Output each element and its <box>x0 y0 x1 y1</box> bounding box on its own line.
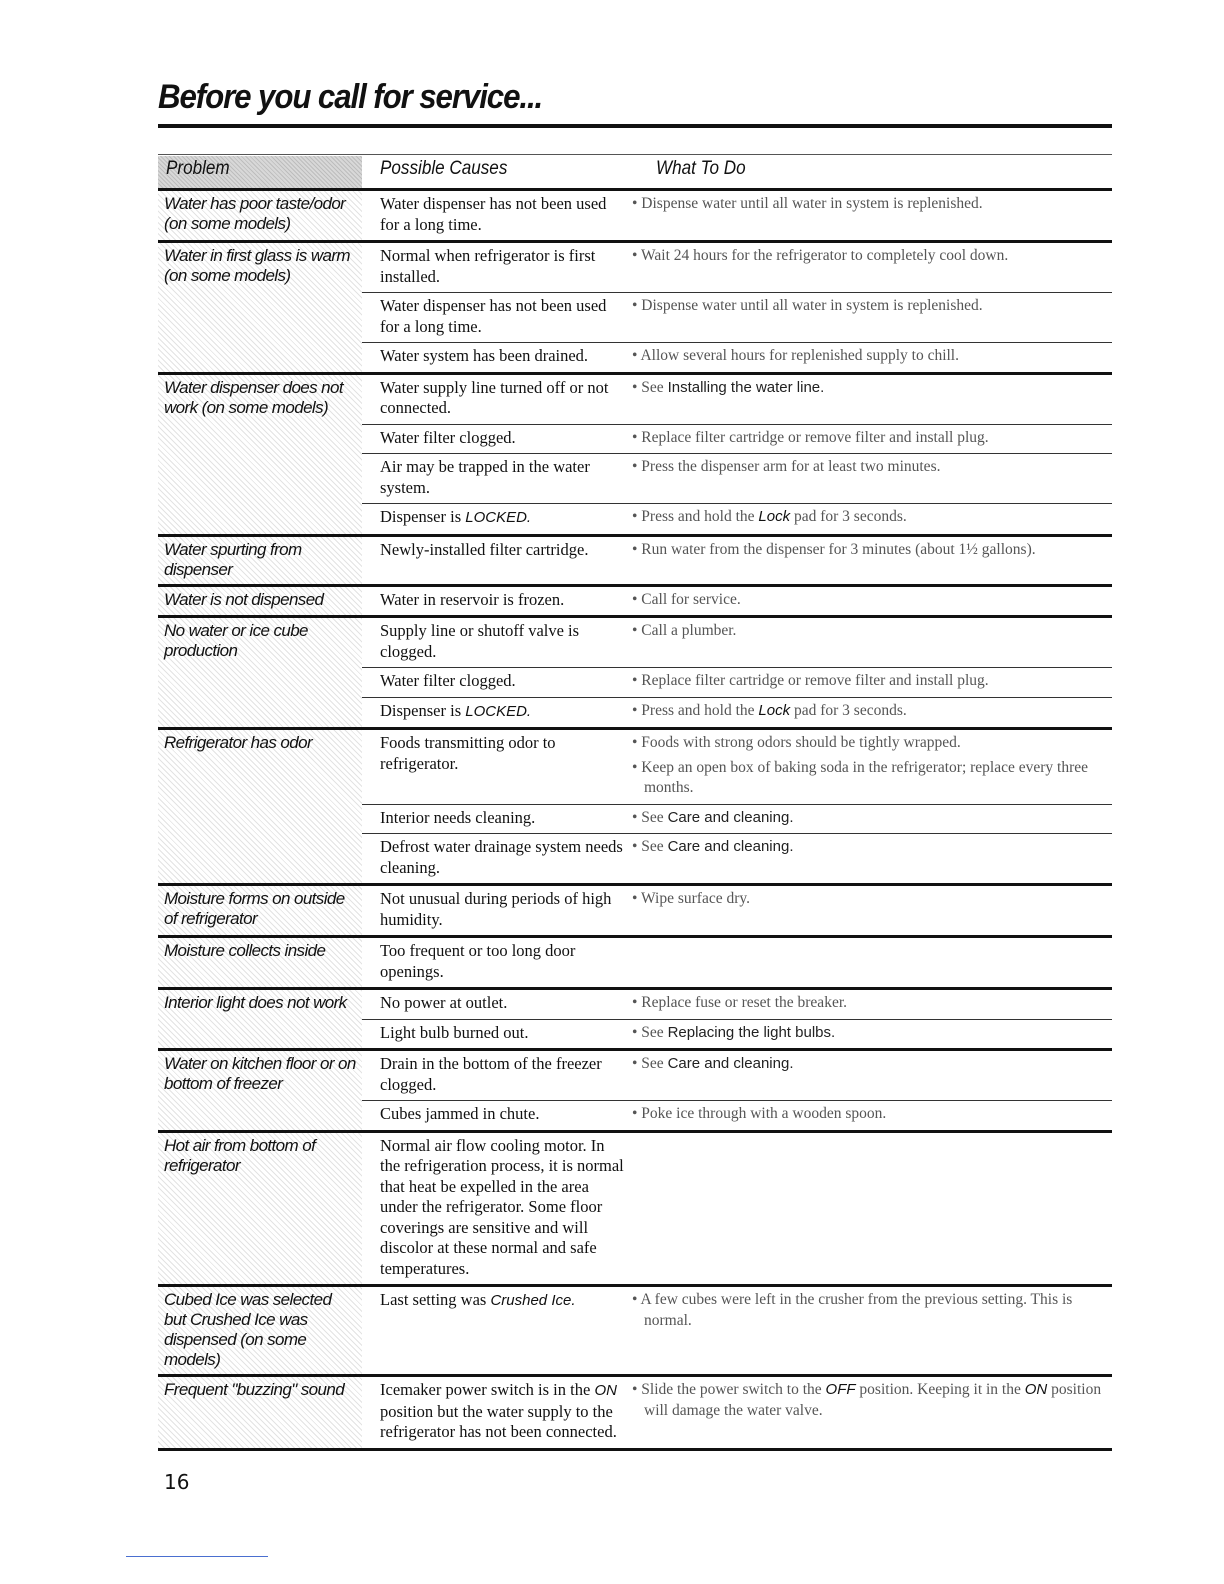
table-row <box>362 1133 1112 1285</box>
table-row <box>362 425 1112 455</box>
table-row <box>362 668 1112 698</box>
problem-cell: Hot air from bottom of refrigerator <box>158 1133 362 1285</box>
possible-cause-cell: Cubes jammed in chute. <box>380 1104 540 1123</box>
table-row <box>362 1051 1112 1101</box>
action-item <box>632 837 1106 858</box>
action-text: • See <box>632 1055 668 1072</box>
table-row <box>362 587 1112 616</box>
possible-cause-cell <box>362 1377 632 1448</box>
problem-group <box>158 1287 1112 1377</box>
action-item: • Run water from the dispenser for 3 minutes (about 1½ gallons). <box>632 540 1036 558</box>
what-to-do-cell <box>632 293 1112 342</box>
cause-rows <box>362 886 1112 935</box>
possible-cause-cell: Water filter clogged. <box>380 427 516 447</box>
possible-cause-cell: Too frequent or too long door openings. <box>380 941 576 981</box>
table-row <box>362 698 1112 728</box>
action-item: • Replace fuse or reset the breaker. <box>632 994 848 1011</box>
what-to-do-cell <box>632 587 1112 616</box>
action-text: • Press and hold the <box>632 701 759 719</box>
problem-group <box>158 375 1112 537</box>
table-row <box>362 990 1112 1020</box>
what-to-do-cell <box>632 1133 1112 1285</box>
action-item: • Replace filter cartridge or remove filter and install plug. <box>632 672 989 689</box>
what-to-do-cell <box>632 243 1112 292</box>
problem-cell: Water has poor taste/odor (on some models) <box>158 191 362 240</box>
what-to-do-cell <box>632 454 1112 503</box>
possible-cause-cell: No power at outlet. <box>380 993 508 1012</box>
problem-cell: Water on kitchen floor or on bottom of freezer <box>158 1051 362 1130</box>
table-row <box>362 375 1112 425</box>
problem-group <box>158 1133 1112 1288</box>
section-reference: Care and cleaning. <box>667 1055 794 1072</box>
problem-cell: Water dispenser does not work (on some models) <box>158 375 362 534</box>
cause-rows <box>362 730 1112 883</box>
table-row <box>362 886 1112 935</box>
action-item: • Dispense water until all water in system is replenished. <box>632 297 983 314</box>
possible-cause-cell: Not unusual during periods of high humidity. <box>380 889 612 929</box>
action-item: • Allow several hours for replenished supply to chill. <box>632 347 959 364</box>
problem-cell: Water in first glass is warm (on some models) <box>158 243 362 372</box>
troubleshooting-table <box>158 188 1112 1451</box>
what-to-do-cell <box>632 886 1112 935</box>
cause-emphasis: Crushed Ice. <box>490 1292 576 1309</box>
table-row <box>362 343 1112 372</box>
problem-cell: Cubed Ice was selected but Crushed Ice was dispensed (on some models) <box>158 1287 362 1374</box>
action-item <box>632 378 1106 399</box>
cause-rows <box>362 618 1112 727</box>
possible-cause-cell: Newly-installed filter cartridge. <box>380 539 589 559</box>
action-emphasis: OFF <box>825 1381 856 1398</box>
table-row <box>362 618 1112 668</box>
problem-cell: Moisture forms on outside of refrigerator <box>158 886 362 935</box>
table-row <box>362 938 1112 987</box>
possible-cause-cell: Supply line or shutoff valve is clogged. <box>380 621 580 661</box>
table-row <box>362 243 1112 293</box>
problem-cell: Moisture collects inside <box>158 938 362 987</box>
problem-group <box>158 537 1112 587</box>
action-text: • See <box>632 808 668 826</box>
problem-group <box>158 1051 1112 1133</box>
action-item: • Wipe surface dry. <box>632 890 750 907</box>
table-row <box>362 1287 1112 1336</box>
footer-line <box>126 1556 268 1557</box>
possible-cause-cell: Drain in the bottom of the freezer clogged. <box>380 1054 602 1094</box>
what-to-do-cell <box>632 537 1112 566</box>
problem-group <box>158 191 1112 243</box>
what-to-do-cell <box>632 698 1112 728</box>
section-reference: Replacing the light bulbs. <box>667 1023 836 1041</box>
problem-cell: Interior light does not work <box>158 990 362 1048</box>
problem-group <box>158 730 1112 886</box>
action-emphasis: ON <box>1024 1381 1048 1398</box>
action-text: • See <box>632 378 668 396</box>
action-item: • Press the dispenser arm for at least two minutes. <box>632 458 941 475</box>
problem-column-header: Problem <box>166 158 230 179</box>
possible-cause-cell: Defrost water drainage system needs cleaning. <box>380 837 623 877</box>
cause-rows <box>362 1287 1112 1374</box>
action-item: • Foods with strong odors should be tightly wrapped. <box>632 734 961 751</box>
table-row <box>362 1101 1112 1130</box>
possible-cause-cell: Water system has been drained. <box>380 346 589 365</box>
what-to-do-cell <box>632 990 1112 1019</box>
what-to-do-cell <box>632 730 1112 804</box>
what-to-do-cell <box>632 375 1112 424</box>
action-text: position. Keeping it in the <box>855 1381 1025 1398</box>
problem-group <box>158 990 1112 1051</box>
table-row <box>362 1377 1112 1448</box>
cause-text: position but the water supply to the refrigerator has not been connected. <box>380 1401 617 1441</box>
section-reference: Care and cleaning. <box>667 808 794 826</box>
action-item: • Call a plumber. <box>632 622 737 639</box>
table-row <box>362 293 1112 343</box>
cause-emphasis: LOCKED. <box>465 702 532 720</box>
possible-cause-cell: Water in reservoir is frozen. <box>380 589 565 609</box>
table-row <box>362 504 1112 534</box>
table-row <box>362 537 1112 566</box>
table-row <box>362 454 1112 504</box>
action-item <box>632 1023 1106 1044</box>
what-to-do-cell <box>632 618 1112 667</box>
action-item <box>632 507 1106 528</box>
problem-cell: Water is not dispensed <box>158 587 362 616</box>
action-item <box>632 1054 1106 1075</box>
action-text: pad for 3 seconds. <box>790 508 907 525</box>
problem-group <box>158 618 1112 730</box>
action-text: • Press and hold the <box>632 508 759 525</box>
what-to-do-column-header: What To Do <box>656 158 746 179</box>
what-to-do-cell <box>632 1020 1112 1049</box>
table-row <box>362 191 1112 240</box>
what-to-do-cell <box>632 1377 1112 1448</box>
cause-rows <box>362 587 1112 616</box>
cause-rows <box>362 990 1112 1048</box>
action-item <box>632 808 1106 829</box>
action-emphasis: Lock <box>758 701 791 719</box>
what-to-do-cell <box>632 805 1112 834</box>
action-item: • Keep an open box of baking soda in the refrigerator; replace every three months. <box>632 758 1089 796</box>
action-text: position will damage the water valve. <box>644 1381 1102 1419</box>
possible-causes-column-header: Possible Causes <box>380 158 508 179</box>
problem-group <box>158 886 1112 938</box>
action-item: • Dispense water until all water in system is replenished. <box>632 195 983 212</box>
problem-group <box>158 938 1112 990</box>
header-rule <box>158 154 1112 155</box>
section-reference: Installing the water line. <box>667 378 825 396</box>
possible-cause-cell <box>362 504 632 534</box>
problem-cell: Frequent "buzzing" sound <box>158 1377 362 1448</box>
cause-text: Dispenser is <box>380 700 466 720</box>
problem-cell: Water spurting from dispenser <box>158 537 362 584</box>
page-title: Before you call for service... <box>158 78 543 116</box>
possible-cause-cell: Normal air flow cooling motor. In the refrigeration process, it is normal that heat be expelled in the area under the refrigerator. Some floor coverings are sensitive and will discolor at these normal and safe temperatures. <box>380 1135 624 1278</box>
what-to-do-cell <box>632 425 1112 454</box>
possible-cause-cell: Water filter clogged. <box>380 671 516 690</box>
action-emphasis: Lock <box>758 508 791 525</box>
possible-cause-cell: Normal when refrigerator is first installed. <box>380 246 596 286</box>
what-to-do-cell <box>632 343 1112 372</box>
action-text: • See <box>632 838 668 855</box>
action-item: • Wait 24 hours for the refrigerator to completely cool down. <box>632 247 1009 264</box>
what-to-do-cell <box>632 191 1112 240</box>
problem-cell: Refrigerator has odor <box>158 730 362 883</box>
table-row <box>362 834 1112 883</box>
what-to-do-cell <box>632 1051 1112 1100</box>
possible-cause-cell: Interior needs cleaning. <box>380 807 536 827</box>
title-rule <box>158 124 1112 128</box>
action-item <box>632 701 1106 722</box>
problem-group <box>158 243 1112 375</box>
what-to-do-cell <box>632 1101 1112 1130</box>
cause-rows <box>362 1377 1112 1448</box>
cause-text: Icemaker power switch is in the <box>380 1380 595 1399</box>
cause-text: Last setting was <box>380 1290 491 1309</box>
what-to-do-cell <box>632 938 1112 987</box>
table-row <box>362 1020 1112 1049</box>
cause-rows <box>362 1133 1112 1285</box>
possible-cause-cell <box>362 1287 632 1336</box>
what-to-do-cell <box>632 668 1112 697</box>
problem-group <box>158 1377 1112 1451</box>
action-item: • Replace filter cartridge or remove filter and install plug. <box>632 428 989 446</box>
action-text: pad for 3 seconds. <box>790 701 907 719</box>
what-to-do-cell <box>632 504 1112 534</box>
cause-rows <box>362 537 1112 584</box>
problem-cell: No water or ice cube production <box>158 618 362 727</box>
possible-cause-cell: Water dispenser has not been used for a long time. <box>380 194 607 234</box>
what-to-do-cell <box>632 834 1112 883</box>
possible-cause-cell: Water dispenser has not been used for a long time. <box>380 296 607 336</box>
what-to-do-cell <box>632 1287 1112 1336</box>
action-text: • Slide the power switch to the <box>632 1381 826 1398</box>
action-text: • See <box>632 1023 668 1041</box>
action-item: • Call for service. <box>632 590 741 608</box>
section-reference: Care and cleaning. <box>667 838 794 855</box>
cause-text: Dispenser is <box>380 507 466 526</box>
cause-rows <box>362 375 1112 534</box>
action-item <box>632 1380 1106 1421</box>
cause-emphasis: LOCKED. <box>465 509 532 526</box>
cause-rows <box>362 243 1112 372</box>
cause-rows <box>362 1051 1112 1130</box>
cause-rows <box>362 938 1112 987</box>
possible-cause-cell: Water supply line turned off or not connected. <box>380 377 609 417</box>
problem-group <box>158 587 1112 619</box>
table-row <box>362 730 1112 805</box>
possible-cause-cell <box>362 698 632 728</box>
possible-cause-cell: Foods transmitting odor to refrigerator. <box>380 733 556 773</box>
action-item: • A few cubes were left in the crusher from the previous setting. This is normal. <box>632 1291 1073 1329</box>
action-item: • Poke ice through with a wooden spoon. <box>632 1105 887 1122</box>
cause-emphasis: ON <box>594 1382 617 1399</box>
cause-rows <box>362 191 1112 240</box>
table-row <box>362 805 1112 835</box>
possible-cause-cell: Air may be trapped in the water system. <box>380 457 590 497</box>
possible-cause-cell: Light bulb burned out. <box>380 1022 529 1042</box>
page-number: 16 <box>164 1470 190 1494</box>
